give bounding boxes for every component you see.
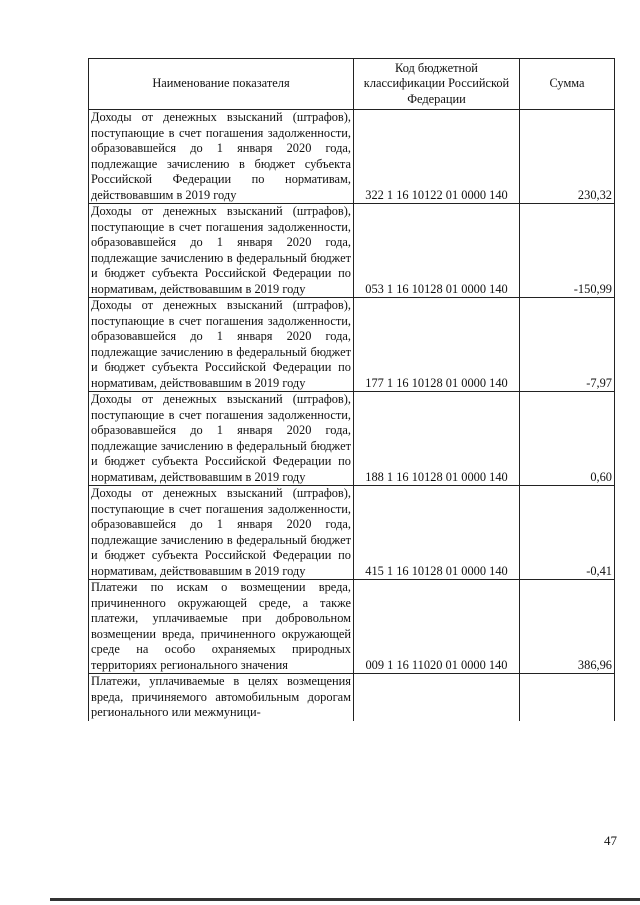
row-name: Доходы от денежных взысканий (штрафов), поступающие в счет погашения задолженности, образовавшейся до 1 января 2020 года, подлежащие зачислению в федеральный бюджет и бюджет субъекта Российской Федерации по нормативам, действовавшим в 2019 году	[89, 392, 354, 486]
row-code	[354, 674, 520, 721]
row-code: 322 1 16 10122 01 0000 140	[354, 110, 520, 204]
row-code: 053 1 16 10128 01 0000 140	[354, 204, 520, 298]
row-sum: 230,32	[520, 110, 615, 204]
table-row	[89, 486, 615, 580]
scan-edge-divider	[50, 898, 640, 901]
table-row	[89, 392, 615, 486]
row-sum: 0,60	[520, 392, 615, 486]
table-header-row	[89, 59, 615, 110]
row-sum: -0,41	[520, 486, 615, 580]
header-code: Код бюджетной классификации Российской Федерации	[354, 59, 520, 110]
row-name: Доходы от денежных взысканий (штрафов), поступающие в счет погашения задолженности, образовавшейся до 1 января 2020 года, подлежащие зачислению в бюджет субъекта Российской Федерации по нормативам, действовавшим в 2019 году	[89, 110, 354, 204]
row-code: 188 1 16 10128 01 0000 140	[354, 392, 520, 486]
page-number: 47	[604, 833, 617, 848]
table-row	[89, 110, 615, 204]
row-code: 009 1 16 11020 01 0000 140	[354, 580, 520, 674]
row-name: Доходы от денежных взысканий (штрафов), поступающие в счет погашения задолженности, образовавшейся до 1 января 2020 года, подлежащие зачислению в федеральный бюджет и бюджет субъекта Российской Федерации по нормативам, действовавшим в 2019 году	[89, 486, 354, 580]
header-name: Наименование показателя	[89, 59, 354, 110]
row-sum: -7,97	[520, 298, 615, 392]
budget-table	[88, 58, 615, 721]
table-row	[89, 580, 615, 674]
table-row	[89, 674, 615, 721]
table-row	[89, 204, 615, 298]
header-sum: Сумма	[520, 59, 615, 110]
row-code: 177 1 16 10128 01 0000 140	[354, 298, 520, 392]
table-row	[89, 298, 615, 392]
row-code: 415 1 16 10128 01 0000 140	[354, 486, 520, 580]
row-sum	[520, 674, 615, 721]
row-name: Доходы от денежных взысканий (штрафов), поступающие в счет погашения задолженности, образовавшейся до 1 января 2020 года, подлежащие зачислению в федеральный бюджет и бюджет субъекта Российской Федерации по нормативам, действовавшим в 2019 году	[89, 298, 354, 392]
row-sum: -150,99	[520, 204, 615, 298]
row-name: Платежи, уплачиваемые в целях возмещения вреда, причиняемого автомобильным дорогам регионального или межмуници-	[89, 674, 354, 721]
row-name: Доходы от денежных взысканий (штрафов), поступающие в счет погашения задолженности, образовавшейся до 1 января 2020 года, подлежащие зачислению в федеральный бюджет и бюджет субъекта Российской Федерации по нормативам, действовавшим в 2019 году	[89, 204, 354, 298]
row-name: Платежи по искам о возмещении вреда, причиненного окружающей среде, а также платежи, уплачиваемые при добровольном возмещении вреда, причиненного окружающей среде на особо охраняемых природных территориях регионального значения	[89, 580, 354, 674]
row-sum: 386,96	[520, 580, 615, 674]
